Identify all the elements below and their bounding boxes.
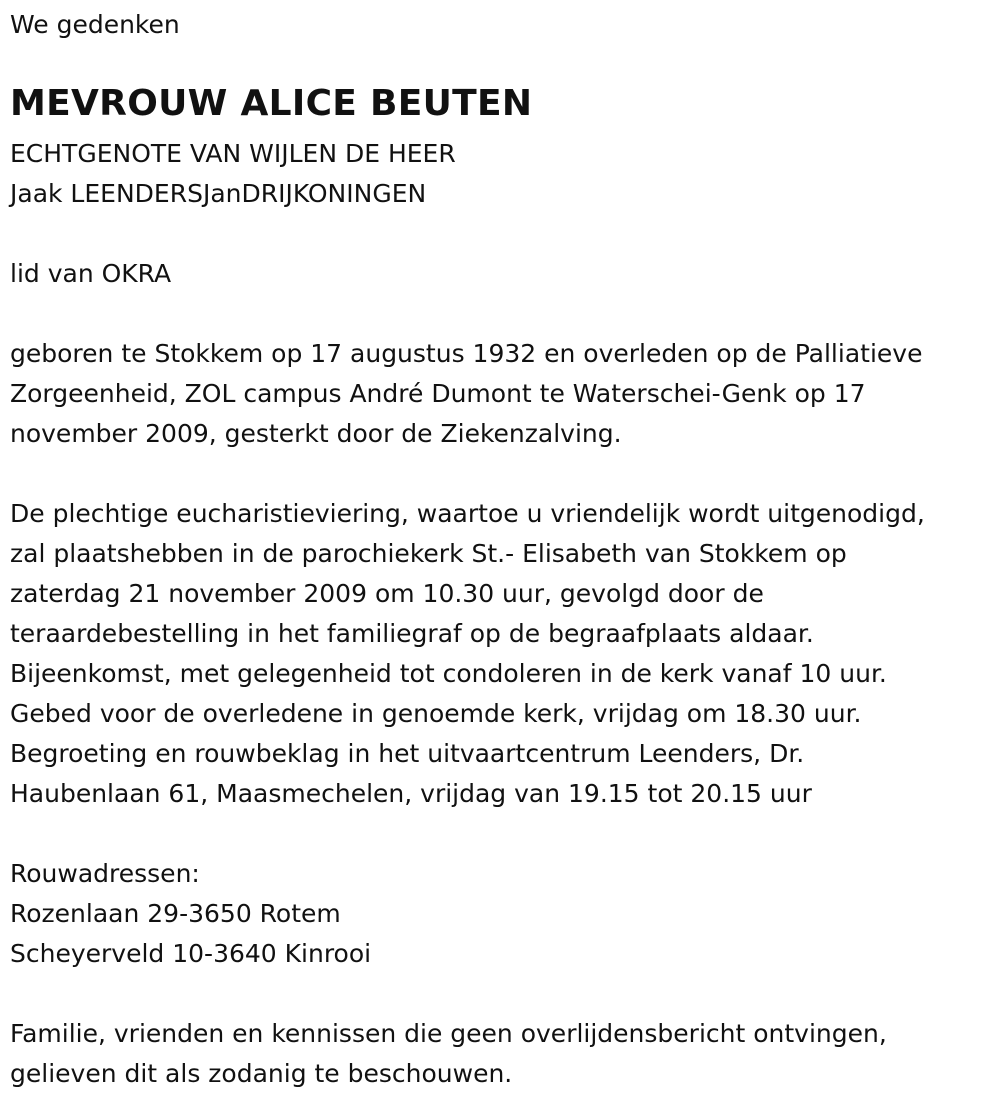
address-line: Rozenlaan 29-3650 Rotem [10, 899, 341, 928]
ceremony-line: zal plaatshebben in de parochiekerk St.- Elisabeth van Stokkem op [10, 539, 847, 568]
membership-text: lid van OKRA [10, 259, 172, 288]
spouse-line: Jaak LEENDERSJanDRIJKONINGEN [10, 179, 427, 208]
birth-death-line: geboren te Stokkem op 17 augustus 1932 en overleden op de Palliatieve [10, 339, 923, 368]
ceremony-line: De plechtige eucharistieviering, waartoe u vriendelijk wordt uitgenodigd, [10, 499, 925, 528]
ceremony-line: Gebed voor de overledene in genoemde kerk, vrijdag om 18.30 uur. [10, 699, 862, 728]
spouse-block [10, 134, 456, 214]
birth-death-line: Zorgeenheid, ZOL campus André Dumont te Waterschei-Genk op 17 [10, 379, 866, 408]
addresses-heading: Rouwadressen: [10, 859, 200, 888]
ceremony-line: zaterdag 21 november 2009 om 10.30 uur, gevolgd door de [10, 579, 764, 608]
closing-block [10, 1014, 887, 1094]
ceremony-line: Bijeenkomst, met gelegenheid tot condoleren in de kerk vanaf 10 uur. [10, 659, 887, 688]
ceremony-block [10, 494, 925, 814]
ceremony-line: Haubenlaan 61, Maasmechelen, vrijdag van 19.15 tot 20.15 uur [10, 779, 812, 808]
birth-death-line: november 2009, gesterkt door de Ziekenzalving. [10, 419, 622, 448]
spouse-line: ECHTGENOTE VAN WIJLEN DE HEER [10, 139, 456, 168]
deceased-name: MEVROUW ALICE BEUTEN [10, 83, 533, 124]
address-line: Scheyerveld 10-3640 Kinrooi [10, 939, 372, 968]
membership-block [10, 254, 171, 294]
ceremony-line: Begroeting en rouwbeklag in het uitvaartcentrum Leenders, Dr. [10, 739, 805, 768]
closing-line: Familie, vrienden en kennissen die geen overlijdensbericht ontvingen, [10, 1019, 887, 1048]
birth-death-block [10, 334, 922, 454]
ceremony-line: teraardebestelling in het familiegraf op de begraafplaats aldaar. [10, 619, 814, 648]
addresses-block [10, 854, 371, 974]
intro-text: We gedenken [10, 10, 180, 39]
closing-line: gelieven dit als zodanig te beschouwen. [10, 1059, 513, 1088]
